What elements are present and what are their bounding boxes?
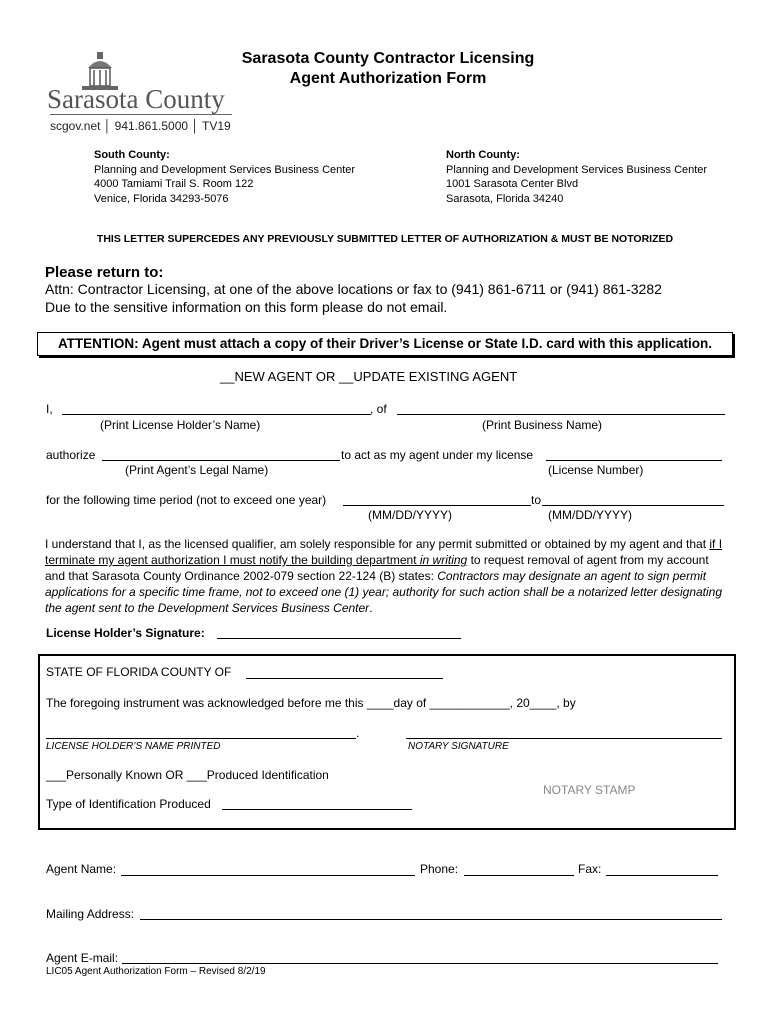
license-holder-caption: (Print License Holder’s Name)	[100, 418, 261, 432]
end-date-caption: (MM/DD/YYYY)	[548, 508, 632, 522]
phone-label: Phone:	[420, 862, 459, 876]
phone-field[interactable]	[464, 875, 574, 876]
mailing-address-field[interactable]	[140, 919, 722, 920]
act-as-label: to act as my agent under my license	[341, 448, 534, 462]
return-heading: Please return to:	[45, 264, 164, 281]
acknowledgement-label: The foregoing instrument was acknowledged before me this ____day of ____________, 20____, by	[46, 696, 576, 710]
south-line2: 4000 Tamiami Trail S. Room 122	[94, 178, 254, 190]
notary-signature-field[interactable]	[406, 738, 722, 739]
period-label: for the following time period (not to exceed one year)	[46, 493, 327, 507]
agent-email-field[interactable]	[122, 963, 718, 964]
agent-legal-name-field[interactable]	[102, 460, 340, 461]
end-date-field[interactable]	[542, 505, 724, 506]
south-line1: Planning and Development Services Business Center	[94, 163, 356, 176]
license-holder-name-field[interactable]	[62, 414, 371, 415]
para-part4: to request removal of agent from my account and that Sarasota County Ordinance 2002-079 section 22-124 (B) states:	[45, 553, 709, 583]
logo-divider	[50, 114, 232, 115]
north-line3: Sarasota, Florida 34240	[446, 192, 564, 205]
mailing-address-label: Mailing Address:	[46, 907, 135, 921]
agent-name-label: Agent Name:	[46, 862, 117, 876]
south-line3: Venice, Florida 34293-5076	[94, 192, 229, 205]
north-county-address	[446, 148, 707, 206]
agent-name-caption: (Print Agent’s Legal Name)	[125, 463, 269, 477]
para-part1: I understand that I, as the licensed qualifier, am solely responsible for any permit submitted or obtained by my agent and that	[45, 537, 710, 551]
north-line2: 1001 Sarasota Center Blvd	[446, 178, 579, 190]
license-holder-signature-field[interactable]	[217, 638, 461, 639]
para-part3: in writing	[419, 553, 468, 567]
para-part5: Contractors may designate an agent to sign permit applications for a specific time frame, not to exceed one (1) year; authority for such action shall be a notarized letter designating the agent sent to the Development Services Business Center	[45, 569, 723, 615]
identification-choice[interactable]: ___Personally Known OR ___Produced Identification	[46, 768, 329, 782]
fax-field[interactable]	[606, 875, 718, 876]
form-footer: LIC05 Agent Authorization Form – Revised 8/2/19	[46, 966, 266, 977]
agent-email-label: Agent E-mail:	[46, 951, 119, 965]
notary-stamp-placeholder: NOTARY STAMP	[543, 783, 636, 797]
holder-name-printed-field[interactable]	[46, 738, 356, 739]
of-label: , of	[370, 402, 387, 416]
logo-name: Sarasota County	[47, 84, 225, 114]
business-caption: (Print Business Name)	[482, 418, 603, 432]
i-label: I,	[46, 402, 53, 416]
return-line1: Attn: Contractor Licensing, at one of the above locations or fax to (941) 861-6711 or (941) 861-3282	[45, 281, 662, 297]
para-part2: if I terminate my agent authorization I must notify the building department	[45, 537, 723, 567]
fax-label: Fax:	[578, 862, 602, 876]
id-type-field[interactable]	[222, 809, 412, 810]
north-line1: Planning and Development Services Business Center	[446, 163, 708, 176]
agent-name-field[interactable]	[121, 875, 415, 876]
id-type-label: Type of Identification Produced	[46, 797, 211, 811]
start-date-field[interactable]	[343, 505, 531, 506]
form-title-line1: Sarasota County Contractor Licensing	[241, 50, 535, 67]
para-part6: .	[369, 601, 373, 615]
license-number-field[interactable]	[546, 460, 722, 461]
attention-banner: ATTENTION: Agent must attach a copy of their Driver’s License or State I.D. card with this application.	[37, 332, 733, 356]
holder-name-printed-caption: LICENSE HOLDER’S NAME PRINTED	[46, 741, 221, 752]
notary-section	[38, 654, 736, 830]
authorize-label: authorize	[46, 448, 96, 462]
form-title-line2: Agent Authorization Form	[289, 70, 487, 87]
logo-contact: scgov.net │ 941.861.5000 │ TV19	[50, 119, 231, 133]
responsibility-paragraph	[45, 536, 725, 616]
agent-type-choice[interactable]: __NEW AGENT OR __UPDATE EXISTING AGENT	[220, 369, 518, 384]
south-county-label: South County:	[94, 149, 170, 161]
license-number-caption: (License Number)	[548, 463, 644, 477]
north-county-label: North County:	[446, 149, 520, 161]
to-label: to	[531, 493, 542, 507]
start-date-caption: (MM/DD/YYYY)	[368, 508, 452, 522]
return-line2: Due to the sensitive information on this form please do not email.	[45, 299, 448, 315]
county-field[interactable]	[246, 678, 443, 679]
business-name-field[interactable]	[397, 414, 725, 415]
period-mark: .	[356, 726, 360, 740]
signature-label: License Holder’s Signature:	[46, 626, 205, 640]
state-county-label: STATE OF FLORIDA COUNTY OF	[46, 665, 232, 679]
supersede-notice: THIS LETTER SUPERCEDES ANY PREVIOUSLY SUBMITTED LETTER OF AUTHORIZATION & MUST BE NOTORIZED	[96, 233, 674, 245]
notary-signature-caption: NOTARY SIGNATURE	[408, 741, 509, 752]
south-county-address	[94, 148, 355, 206]
